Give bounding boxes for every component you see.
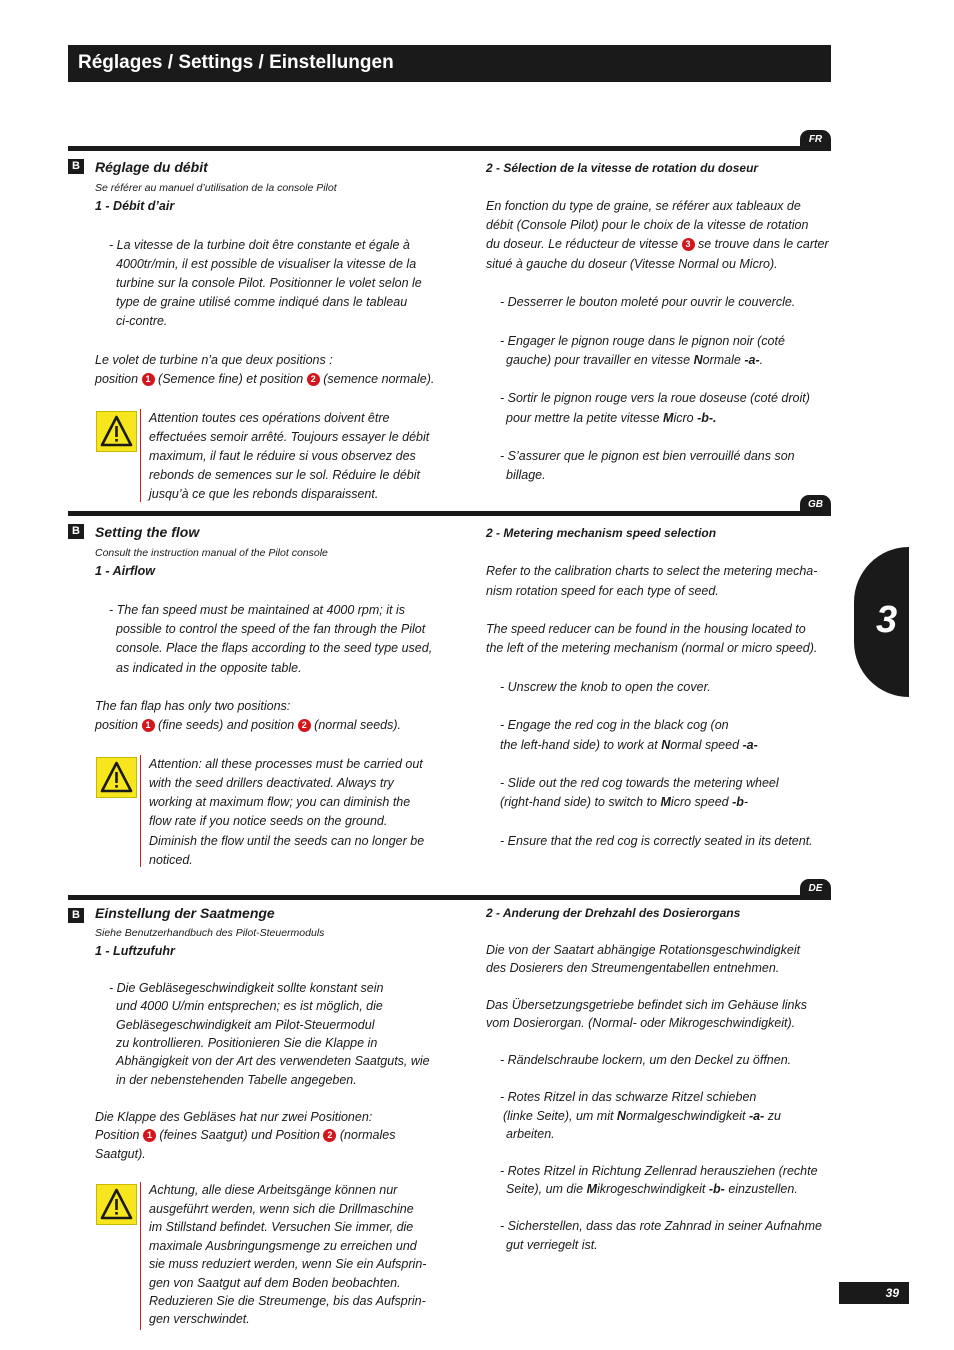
- chapter-number: 3: [876, 599, 898, 641]
- speed-title-fr: 2 - Sélection de la vitesse de rotation du doseur: [486, 161, 759, 175]
- warning-line-de-8: gen verschwindet.: [149, 1312, 250, 1326]
- section-rule-de: [68, 895, 831, 900]
- step-3-fr-line-2: pour mettre la petite vitesse Micro -b-.: [506, 411, 717, 425]
- section-title-fr: Réglage du débit: [95, 159, 208, 175]
- speed-para-fr-4: situé à gauche du doseur (Vitesse Normal ou Micro).: [486, 257, 778, 271]
- speed-para-gb-4: the left of the metering mechanism (normal or micro speed).: [486, 641, 818, 655]
- step-2-de-line-3: arbeiten.: [506, 1127, 555, 1141]
- warning-line-de-3: im Stillstand befindet. Versuchen Sie immer, die: [149, 1220, 414, 1234]
- step-2-gb-line-2: the left-hand side) to work at Normal speed -a-: [500, 738, 758, 752]
- speed-para-de-3: Das Übersetzungsgetriebe befindet sich im Gehäuse links: [486, 998, 808, 1012]
- callout-2-badge: 2: [323, 1129, 336, 1142]
- position-line-de-2: Saatgut).: [95, 1147, 146, 1161]
- position-line-de: Position 1 (feines Saatgut) und Position 2 (normales: [95, 1128, 396, 1142]
- step-2-de-line-1: - Rotes Ritzel in das schwarze Ritzel schieben: [500, 1090, 757, 1104]
- section-title-de: Einstellung der Saatmenge: [95, 905, 275, 921]
- speed-para-fr-2: débit (Console Pilot) pour le choix de la vitesse de rotation: [486, 218, 809, 232]
- step-4-de-line-2: gut verriegelt ist.: [506, 1238, 598, 1252]
- speed-title-de: 2 - Anderung der Drehzahl des Dosierorgans: [486, 906, 741, 920]
- bullet-line-de-2: und 4000 U/min entsprechen; es ist möglich, die: [116, 999, 383, 1013]
- callout-2-badge: 2: [307, 373, 320, 386]
- step-4-gb: - Ensure that the red cog is correctly seated in its detent.: [500, 834, 813, 848]
- subheading-airflow-de: 1 - Luftzufuhr: [95, 944, 175, 958]
- page-header-bar: [68, 45, 831, 82]
- speed-para-gb-3: The speed reducer can be found in the housing located to: [486, 622, 806, 636]
- warning-line-gb-2: with the seed drillers deactivated. Always try: [149, 776, 394, 790]
- warning-line-de-5: sie muss reduziert werden, wenn Sie ein Aufsprin-: [149, 1257, 427, 1271]
- chapter-tab: [854, 547, 909, 697]
- step-4-fr-line-1: - S’assurer que le pignon est bien verrouillé dans son: [500, 449, 795, 463]
- flap-text-de: Die Klappe des Gebläses hat nur zwei Positionen:: [95, 1110, 373, 1124]
- section-marker-fr: B: [68, 159, 84, 174]
- section-title-gb: Setting the flow: [95, 524, 200, 540]
- section-subtitle-gb: Consult the instruction manual of the Pilot console: [95, 547, 328, 559]
- warning-line-gb-4: flow rate if you notice seeds on the ground.: [149, 814, 388, 828]
- speed-para-gb-1: Refer to the calibration charts to select the metering mecha-: [486, 564, 818, 578]
- warning-line-fr-5: jusqu’à ce que les rebonds disparaissent.: [149, 487, 379, 501]
- speed-para-fr-3: du doseur. Le réducteur de vitesse 3 se trouve dans le carter: [486, 237, 829, 251]
- step-4-de-line-1: - Sicherstellen, dass das rote Zahnrad in seiner Aufnahme: [500, 1219, 822, 1233]
- bullet-line-de-3: Gebläsegeschwindigkeit am Pilot-Steuermodul: [116, 1018, 375, 1032]
- step-3-de-line-2: Seite), um die Mikrogeschwindigkeit -b- einzustellen.: [506, 1182, 798, 1196]
- section-subtitle-de: Siehe Benutzerhandbuch des Pilot-Steuermoduls: [95, 927, 325, 939]
- bullet-line-gb-1: - The fan speed must be maintained at 4000 rpm; it is: [109, 603, 405, 617]
- subheading-airflow-gb: 1 - Airflow: [95, 564, 155, 578]
- lang-tab-fr: FR: [800, 130, 831, 150]
- callout-2-badge: 2: [298, 719, 311, 732]
- bullet-line-de-6: in der nebenstehenden Tabelle angegeben.: [116, 1073, 357, 1087]
- speed-para-de-2: des Dosierers den Streumengentabellen entnehmen.: [486, 961, 780, 975]
- warning-rule-fr: [140, 409, 141, 502]
- position-line-fr: position 1 (Semence fine) et position 2 (semence normale).: [95, 372, 435, 386]
- bullet-line-fr-5: ci-contre.: [116, 314, 168, 328]
- callout-1-badge: 1: [142, 373, 155, 386]
- lang-tab-gb: GB: [800, 495, 831, 515]
- step-1-fr: - Desserrer le bouton moleté pour ouvrir le couvercle.: [500, 295, 796, 309]
- bullet-line-fr-3: turbine sur la console Pilot. Positionner le volet selon le: [116, 276, 422, 290]
- flap-text-gb: The fan flap has only two positions:: [95, 699, 291, 713]
- bullet-line-gb-2: possible to control the speed of the fan through the Pilot: [116, 622, 426, 636]
- page-number: 39: [839, 1282, 909, 1304]
- step-3-gb-line-2: (right-hand side) to switch to Micro speed -b-: [500, 795, 749, 809]
- callout-1-badge: 1: [143, 1129, 156, 1142]
- section-rule-gb: [68, 511, 831, 516]
- step-4-fr-line-2: billage.: [506, 468, 546, 482]
- section-marker-de: B: [68, 908, 84, 923]
- callout-1-badge: 1: [142, 719, 155, 732]
- warning-line-fr-3: maximum, il faut le réduire si vous observez des: [149, 449, 416, 463]
- bullet-line-de-1: - Die Gebläsegeschwindigkeit sollte konstant sein: [109, 981, 384, 995]
- speed-title-gb: 2 - Metering mechanism speed selection: [486, 526, 717, 540]
- warning-line-fr-4: rebonds de semences sur le sol. Réduire le débit: [149, 468, 420, 482]
- step-1-de: - Rändelschraube lockern, um den Deckel zu öffnen.: [500, 1053, 792, 1067]
- step-2-de-line-2: (linke Seite), um mit Normalgeschwindigkeit -a- zu: [503, 1109, 781, 1123]
- warning-line-de-4: maximale Ausbringungsmenge zu erreichen und: [149, 1239, 417, 1253]
- speed-para-fr-1: En fonction du type de graine, se référer aux tableaux de: [486, 199, 801, 213]
- bullet-line-fr-2: 4000tr/min, il est possible de visualiser la vitesse de la: [116, 257, 417, 271]
- callout-3-badge: 3: [682, 238, 695, 251]
- warning-triangle-icon: [96, 1184, 137, 1225]
- section-marker-gb: B: [68, 524, 84, 539]
- position-line-gb: position 1 (fine seeds) and position 2 (normal seeds).: [95, 718, 402, 732]
- warning-line-de-7: Reduzieren Sie die Streumenge, bis das Aufsprin-: [149, 1294, 426, 1308]
- step-2-fr-line-1: - Engager le pignon rouge dans le pignon noir (coté: [500, 334, 785, 348]
- step-3-fr-line-1: - Sortir le pignon rouge vers la roue doseuse (coté droit): [500, 391, 810, 405]
- flap-text-fr: Le volet de turbine n’a que deux positions :: [95, 353, 333, 367]
- subheading-airflow-fr: 1 - Débit d’air: [95, 199, 175, 213]
- section-subtitle-fr: Se référer au manuel d’utilisation de la console Pilot: [95, 182, 337, 194]
- section-rule-fr: [68, 146, 831, 151]
- warning-line-de-2: ausgeführt werden, wenn sich die Drillmaschine: [149, 1202, 414, 1216]
- bullet-line-de-4: zu kontrollieren. Positionieren Sie die Klappe in: [116, 1036, 378, 1050]
- warning-line-fr-2: effectuées semoir arrêté. Toujours essayer le débit: [149, 430, 430, 444]
- speed-para-de-4: vom Dosierorgan. (Normal- oder Mikrogeschwindigkeit).: [486, 1016, 796, 1030]
- warning-rule-gb: [140, 755, 141, 867]
- warning-rule-de: [140, 1182, 141, 1330]
- step-1-gb: - Unscrew the knob to open the cover.: [500, 680, 711, 694]
- warning-line-de-6: gen von Saatgut auf dem Boden beobachten.: [149, 1276, 401, 1290]
- bullet-line-gb-3: console. Place the flaps according to the seed type used,: [116, 641, 433, 655]
- warning-line-gb-1: Attention: all these processes must be carried out: [149, 757, 423, 771]
- step-3-gb-line-1: - Slide out the red cog towards the metering wheel: [500, 776, 779, 790]
- step-2-fr-line-2: gauche) pour travailler en vitesse Normale -a-.: [506, 353, 764, 367]
- step-3-de-line-1: - Rotes Ritzel in Richtung Zellenrad herausziehen (rechte: [500, 1164, 818, 1178]
- warning-line-de-1: Achtung, alle diese Arbeitsgänge können nur: [149, 1183, 398, 1197]
- warning-triangle-icon: [96, 411, 137, 452]
- speed-para-gb-2: nism rotation speed for each type of seed.: [486, 584, 719, 598]
- bullet-line-fr-4: type de graine utilisé comme indiqué dans le tableau: [116, 295, 408, 309]
- bullet-line-fr-1: - La vitesse de la turbine doit être constante et égale à: [109, 238, 410, 252]
- warning-line-fr-1: Attention toutes ces opérations doivent être: [149, 411, 390, 425]
- warning-line-gb-3: working at maximum flow; you can diminish the: [149, 795, 411, 809]
- page-header-title: Réglages / Settings / Einstellungen: [78, 52, 394, 73]
- lang-tab-de: DE: [800, 879, 831, 899]
- warning-line-gb-5: Diminish the flow until the seeds can no longer be: [149, 834, 425, 848]
- step-2-gb-line-1: - Engage the red cog in the black cog (on: [500, 718, 729, 732]
- warning-line-gb-6: noticed.: [149, 853, 193, 867]
- bullet-line-de-5: Abhängigkeit von der Art des verwendeten Saatguts, wie: [116, 1054, 430, 1068]
- warning-triangle-icon: [96, 757, 137, 798]
- bullet-line-gb-4: as indicated in the opposite table.: [116, 661, 302, 675]
- speed-para-de-1: Die von der Saatart abhängige Rotationsgeschwindigkeit: [486, 943, 801, 957]
